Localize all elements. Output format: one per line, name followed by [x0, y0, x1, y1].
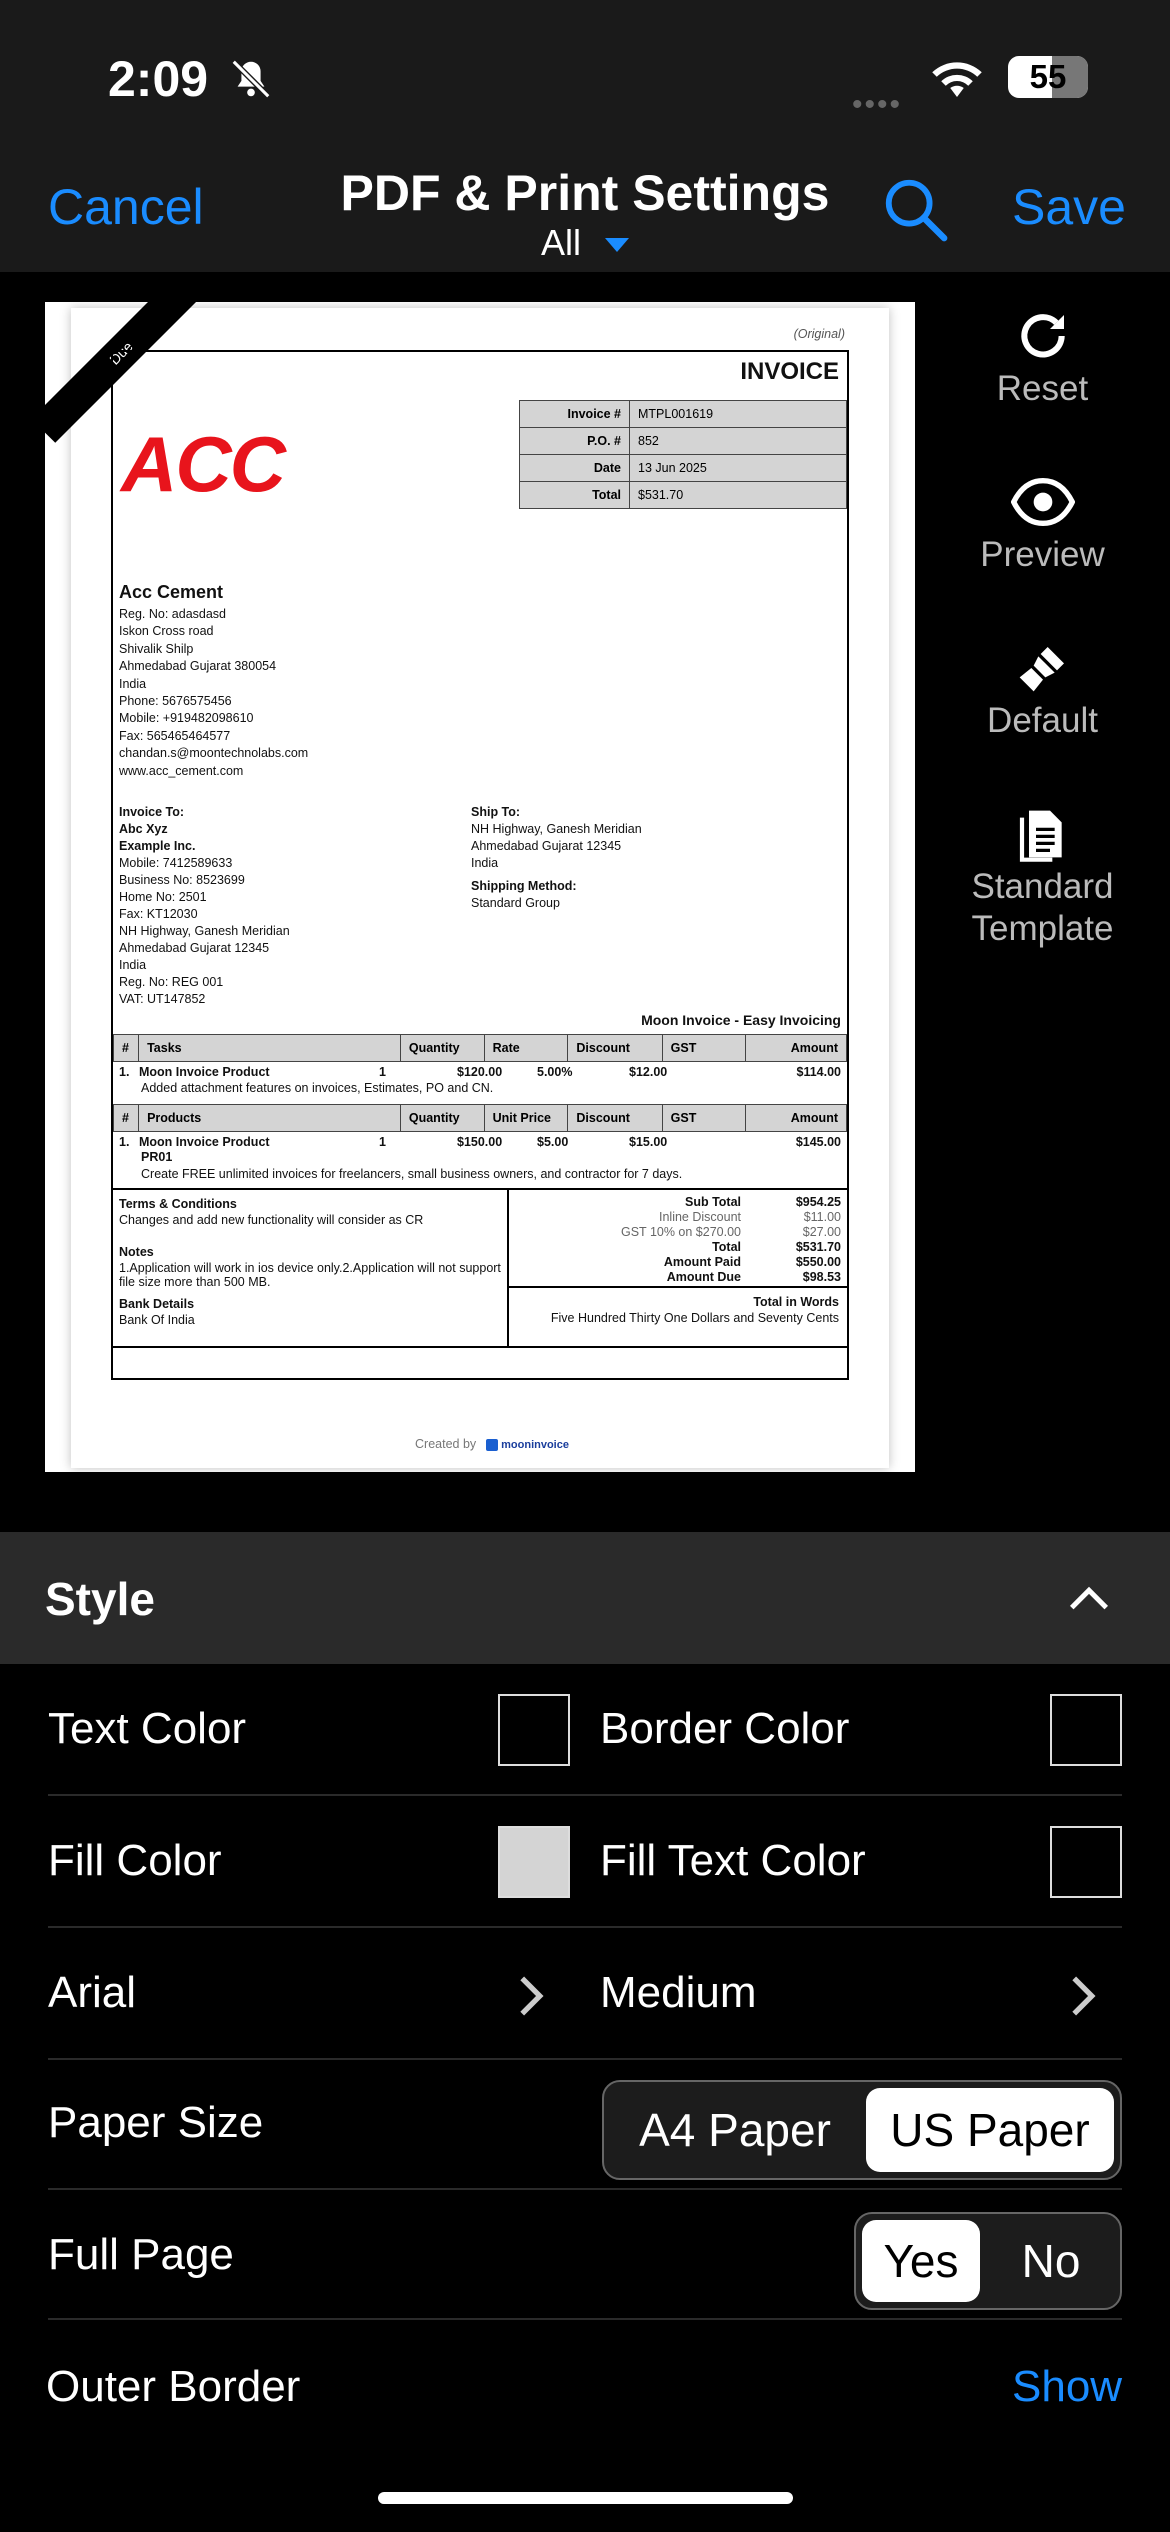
chevron-right-icon — [516, 1974, 546, 2018]
column-header: Discount — [568, 1035, 662, 1062]
table-cell: 1. — [119, 1065, 130, 1079]
text-color-swatch[interactable] — [498, 1694, 570, 1766]
footer-label: Created by — [415, 1437, 477, 1451]
font-family-value: Arial — [48, 1968, 137, 2017]
address-line: Mobile: 7412589633 — [119, 856, 233, 870]
totals-label: Sub Total — [684, 1195, 741, 1209]
totals-label: Total — [712, 1240, 741, 1254]
style-title: Style — [45, 1573, 155, 1625]
tasks-table — [113, 1034, 847, 1062]
footer-brand: mooninvoice — [501, 1439, 569, 1451]
paper-a4-option[interactable]: A4 Paper — [639, 2104, 831, 2156]
filter-dropdown[interactable] — [0, 222, 1170, 264]
table-cell: $120.00 — [457, 1065, 503, 1079]
border-color-label: Border Color — [600, 1704, 850, 1753]
font-weight-value: Medium — [600, 1968, 757, 2017]
font-weight-picker[interactable] — [600, 1928, 1122, 2058]
notes-line-2: file size more than 500 MB. — [119, 1275, 271, 1289]
status-bar — [0, 0, 1170, 150]
standard-template-button[interactable] — [940, 806, 1145, 950]
invoice-page — [71, 308, 889, 1468]
address-line: India — [119, 676, 147, 691]
clock: 2:09 — [108, 51, 209, 107]
ship-to-label: Ship To: — [471, 805, 521, 819]
color-row-1 — [48, 1664, 1122, 1796]
table-cell: Moon Invoice Product — [139, 1065, 270, 1079]
border-color-swatch[interactable] — [1050, 1694, 1122, 1766]
bank-text: Bank Of India — [119, 1313, 195, 1327]
outer-border-show-button[interactable]: Show — [1012, 2362, 1123, 2411]
company-logo — [121, 420, 284, 508]
words-label: Total in Words — [753, 1295, 839, 1309]
page-title: PDF & Print Settings — [340, 165, 830, 221]
meta-key: Invoice # — [520, 401, 630, 428]
terms-text: Changes and add new functionality will consider as CR — [119, 1213, 424, 1227]
table-cell: 1. — [119, 1135, 130, 1149]
totals-label: Amount Due — [666, 1270, 741, 1284]
address-line: chandan.s@moontechnolabs.com — [119, 746, 309, 761]
bill-company: Example Inc. — [119, 839, 196, 853]
meta-value: 13 Jun 2025 — [630, 455, 847, 482]
invoice-meta-table — [519, 400, 847, 509]
totals-value: $27.00 — [802, 1225, 841, 1239]
document-icon — [1015, 806, 1071, 862]
product-description: Create FREE unlimited invoices for freelancers, small business owners, and contractor for 7 days. — [141, 1167, 683, 1181]
column-header: Discount — [568, 1105, 662, 1132]
preview-button[interactable] — [940, 474, 1145, 576]
chevron-right-icon — [1068, 1974, 1098, 2018]
due-ribbon-label: Due — [106, 338, 136, 368]
table-cell: $15.00 — [629, 1135, 668, 1149]
words-divider — [507, 1286, 847, 1288]
meta-value: MTPL001619 — [630, 401, 847, 428]
invoice-heading: INVOICE — [740, 358, 839, 385]
address-line: www.acc_cement.com — [119, 763, 244, 778]
address-line: Ahmedabad Gujarat 380054 — [119, 659, 277, 674]
original-label: (Original) — [793, 327, 845, 341]
bill-name: Abc Xyz — [119, 822, 168, 836]
invoice-preview[interactable] — [45, 302, 915, 1472]
product-code: PR01 — [141, 1150, 173, 1164]
totals-label: Amount Paid — [663, 1255, 741, 1269]
column-header: # — [114, 1105, 139, 1132]
caret-down-icon — [605, 238, 629, 252]
standard-template-label: Standard Template — [971, 867, 1114, 948]
products-table — [113, 1104, 847, 1132]
table-cell: Moon Invoice Product — [139, 1135, 270, 1149]
footer-created-by — [415, 1436, 569, 1454]
meta-key: P.O. # — [520, 428, 630, 455]
address-line: Reg. No: adasdasd — [119, 607, 227, 621]
reset-icon — [1015, 308, 1071, 364]
invoice-frame — [111, 350, 849, 1380]
full-page-label: Full Page — [48, 2230, 234, 2279]
font-family-picker[interactable] — [48, 1928, 548, 2058]
fill-color-swatch[interactable] — [498, 1826, 570, 1898]
address-line: Shivalik Shilp — [119, 641, 194, 656]
products-header — [114, 1105, 847, 1132]
cancel-button[interactable]: Cancel — [48, 179, 204, 235]
meta-value: 852 — [630, 428, 847, 455]
address-line: Phone: 5676575456 — [119, 694, 232, 708]
column-header: GST — [662, 1035, 746, 1062]
chevron-up-icon[interactable] — [1066, 1578, 1112, 1618]
column-header: Rate — [484, 1035, 568, 1062]
column-header: Tasks — [139, 1035, 401, 1062]
logo-text: ACC — [121, 420, 284, 508]
column-header: # — [114, 1035, 139, 1062]
totals-value: $11.00 — [803, 1210, 841, 1224]
reset-button[interactable] — [940, 308, 1145, 410]
full-page-row — [48, 2190, 1122, 2320]
table-cell: $12.00 — [629, 1065, 668, 1079]
totals-value: $550.00 — [795, 1255, 841, 1269]
meta-row — [520, 401, 847, 428]
column-header: Quantity — [400, 1035, 484, 1062]
reset-label: Reset — [996, 369, 1089, 408]
notes-line-1: 1.Application will work in ios device only.2.Application will not support — [119, 1261, 501, 1275]
silent-icon — [228, 56, 274, 107]
address-line: Business No: 8523699 — [119, 873, 245, 887]
column-header: Quantity — [400, 1105, 484, 1132]
paper-size-label: Paper Size — [48, 2098, 264, 2147]
column-header: Amount — [746, 1035, 847, 1062]
battery-icon — [1008, 56, 1088, 98]
style-section-header[interactable] — [0, 1532, 1170, 1664]
fill-color-label: Fill Color — [48, 1836, 222, 1885]
address-line: NH Highway, Ganesh Meridian — [471, 822, 642, 836]
bank-label: Bank Details — [119, 1297, 195, 1311]
fill-text-color-swatch[interactable] — [1050, 1826, 1122, 1898]
paper-size-row — [48, 2060, 1122, 2190]
words-text: Five Hundred Thirty One Dollars and Seventy Cents — [550, 1311, 839, 1325]
totals-value: $531.70 — [795, 1240, 841, 1254]
full-page-yes-option[interactable]: Yes — [862, 2220, 980, 2302]
column-header: Products — [139, 1105, 401, 1132]
paper-size-segmented — [602, 2080, 1122, 2180]
meta-key: Total — [520, 482, 630, 509]
table-cell: $145.00 — [795, 1135, 841, 1149]
product-row — [113, 1134, 847, 1154]
moon-logo-icon — [486, 1439, 498, 1451]
save-button[interactable]: Save — [1012, 179, 1126, 235]
full-page-segmented — [854, 2212, 1122, 2310]
invoice-to-label: Invoice To: — [119, 805, 185, 819]
meta-row — [520, 482, 847, 509]
address-line: NH Highway, Ganesh Meridian — [119, 924, 290, 938]
table-cell: $150.00 — [457, 1135, 503, 1149]
totals-value: $954.25 — [795, 1195, 841, 1209]
meta-row — [520, 455, 847, 482]
default-label: Default — [987, 701, 1098, 740]
address-line: Iskon Cross road — [119, 624, 214, 639]
full-page-no-option[interactable]: No — [1021, 2235, 1081, 2287]
font-row — [48, 1928, 1122, 2060]
search-icon[interactable] — [880, 174, 950, 249]
shipping-method-label: Shipping Method: — [471, 879, 577, 893]
eye-icon — [1011, 474, 1075, 530]
tasks-header — [114, 1035, 847, 1062]
column-header: GST — [662, 1105, 746, 1132]
outer-border-row — [48, 2320, 1122, 2450]
terms-label: Terms & Conditions — [119, 1197, 237, 1211]
totals-label: Inline Discount — [659, 1210, 741, 1224]
brush-icon — [1015, 640, 1071, 696]
column-header: Unit Price — [484, 1105, 568, 1132]
paper-us-option[interactable]: US Paper — [866, 2088, 1114, 2172]
task-description: Added attachment features on invoices, Estimates, PO and CN. — [141, 1081, 494, 1095]
table-cell: 5.00% — [537, 1065, 573, 1079]
address-line: Home No: 2501 — [119, 890, 207, 904]
text-color-label: Text Color — [48, 1704, 247, 1753]
totals-divider — [507, 1188, 509, 1348]
address-line: Mobile: +919482098610 — [119, 711, 254, 726]
outer-border-label: Outer Border — [46, 2362, 301, 2411]
preview-label: Preview — [980, 535, 1105, 574]
totals-label: GST 10% on $270.00 — [621, 1225, 741, 1239]
address-line: India — [119, 958, 147, 972]
meta-row — [520, 428, 847, 455]
battery-level: 55 — [1029, 58, 1067, 95]
address-line: India — [471, 856, 499, 870]
address-line: Fax: 565465464577 — [119, 728, 231, 743]
address-line: Reg. No: REG 001 — [119, 975, 224, 989]
default-button[interactable] — [940, 640, 1145, 742]
color-row-2 — [48, 1796, 1122, 1928]
table-cell: $114.00 — [796, 1065, 841, 1079]
address-line: Fax: KT12030 — [119, 907, 198, 921]
home-indicator — [378, 2492, 793, 2504]
shipping-method: Standard Group — [471, 896, 560, 910]
meta-value: $531.70 — [630, 482, 847, 509]
signal-icon: •••• — [852, 88, 903, 121]
column-header: Amount — [746, 1105, 847, 1132]
brand-line: Moon Invoice - Easy Invoicing — [641, 1012, 841, 1028]
company-name: Acc Cement — [119, 582, 224, 602]
address-line: VAT: UT147852 — [119, 992, 206, 1006]
table-cell: 1 — [379, 1135, 386, 1149]
nav-bar — [0, 150, 1170, 272]
address-line: Ahmedabad Gujarat 12345 — [471, 839, 622, 853]
table-cell: $5.00 — [537, 1135, 569, 1149]
wifi-icon — [930, 58, 984, 105]
notes-label: Notes — [119, 1245, 154, 1259]
totals-value: $98.53 — [802, 1270, 841, 1284]
fill-text-color-label: Fill Text Color — [600, 1836, 866, 1885]
address-line: Ahmedabad Gujarat 12345 — [119, 941, 270, 955]
meta-key: Date — [520, 455, 630, 482]
table-cell: 1 — [379, 1065, 386, 1079]
filter-label: All — [540, 222, 581, 263]
